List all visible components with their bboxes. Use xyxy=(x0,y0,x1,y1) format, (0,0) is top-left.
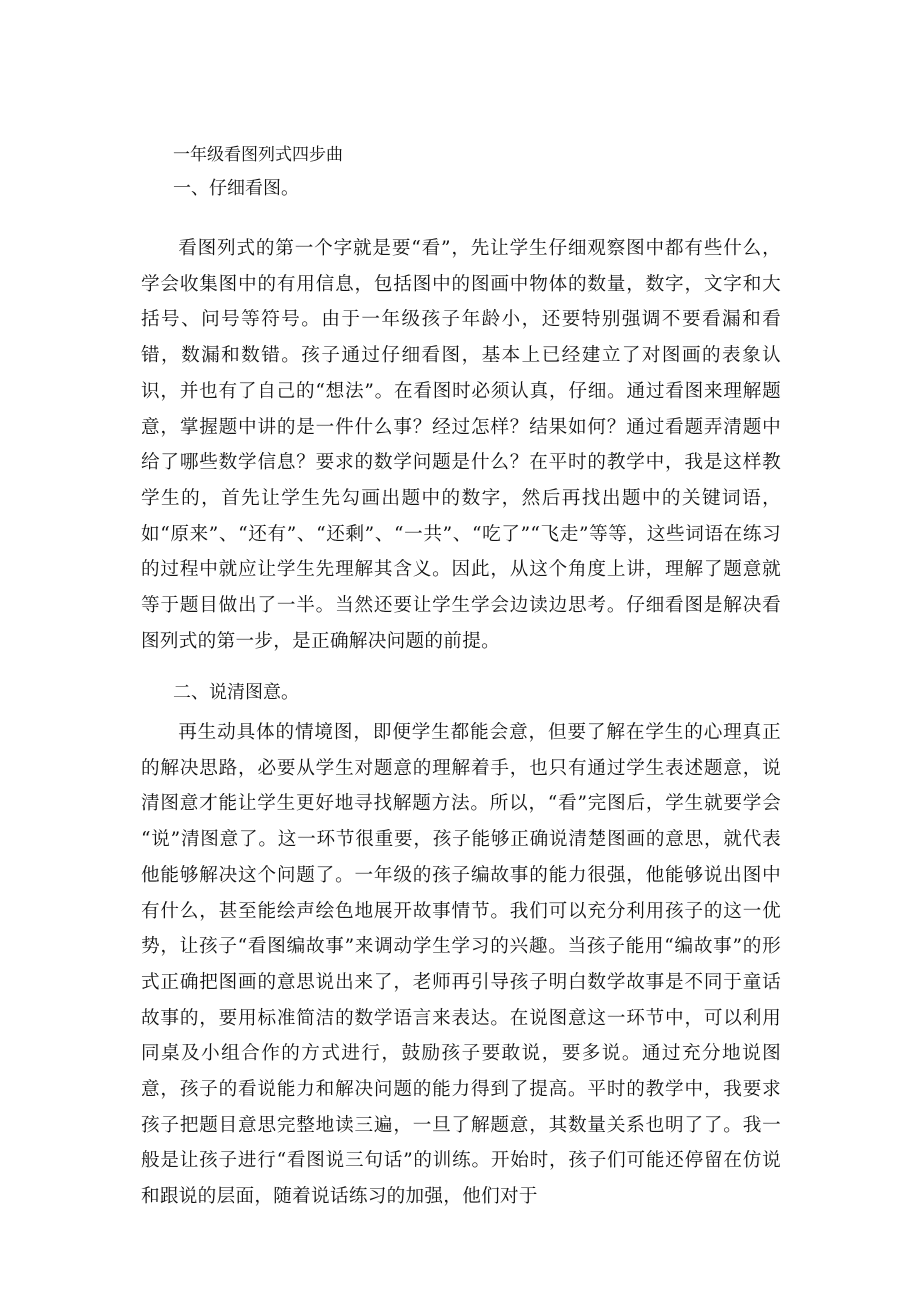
section-heading-explain: 二、说清图意。 xyxy=(173,682,299,703)
section-heading-observe: 一、仔细看图。 xyxy=(173,178,299,199)
section-paragraph-observe: 看图列式的第一个字就是要“看”，先让学生仔细观察图中都有些什么，学会收集图中的有用信息，包括图中的图画中物体的数量，数字，文字和大括号、问号等符号。由于一年级孩子年龄小，还要特别强调不要看漏和看错，数漏和数错。孩子通过仔细看图，基本上已经建立了对图画的表象认识，并也有了自己的“想法”。在看图时必须认真，仔细。通过看图来理解题意，掌握题中讲的是一件什么事？经过怎样？结果如何？通过看题弄清题中给了哪些数学信息？要求的数学问题是什么？在平时的教学中，我是这样教学生的，首先让学生先勾画出题中的数字，然后再找出题中的关键词语，如“原来”、“还有”、“还剩”、“一共”、“吃了”“飞走”等等，这些词语在练习的过程中就应让学生先理解其含义。因此，从这个角度上讲，理解了题意就等于题目做出了一半。当然还要让学生学会边读边思考。仔细看图是解决看图列式的第一步，是正确解决问题的前提。 xyxy=(141,238,781,652)
document-title: 一年级看图列式四步曲 xyxy=(173,145,343,165)
section-paragraph-explain: 再生动具体的情境图，即便学生都能会意，但要了解在学生的心理真正的解决思路，必要从学生对题意的理解着手，也只有通过学生表述题意，说清图意才能让学生更好地寻找解题方法。所以，“看”完图后，学生就要学会 “说”清图意了。这一环节很重要，孩子能够正确说清楚图画的意思，就代表他能够解决这个问题了。一年级的孩子编故事的能力很强，他能够说出图中有什么，甚至能绘声绘色地展开故事情节。我们可以充分利用孩子的这一优势，让孩子“看图编故事”来调动学生学习的兴趣。当孩子能用“编故事”的形式正确把图画的意思说出来了，老师再引导孩子明白数学故事是不同于童话故事的，要用标准简洁的数学语言来表达。在说图意这一环节中，可以利用同桌及小组合作的方式进行，鼓励孩子要敢说，要多说。通过充分地说图意，孩子的看说能力和解决问题的能力得到了提高。平时的教学中，我要求孩子把题目意思完整地读三遍，一旦了解题意，其数量关系也明了了。我一般是让孩子进行“看图说三句话”的训练。开始时，孩子们可能还停留在仿说和跟说的层面，随着说话练习的加强，他们对于 xyxy=(141,722,781,1208)
